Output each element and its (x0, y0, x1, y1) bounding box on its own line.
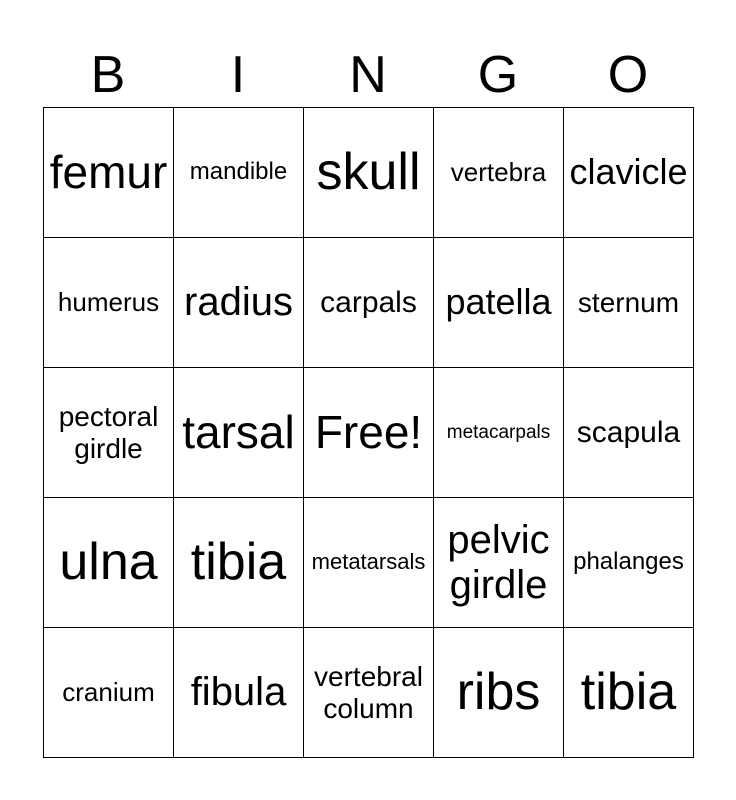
bingo-cell[interactable]: metatarsals (304, 498, 434, 628)
header-letter-i: I (230, 46, 246, 104)
bingo-cell[interactable]: pelvic girdle (434, 498, 564, 628)
bingo-cell[interactable]: cranium (44, 628, 174, 758)
bingo-cell[interactable]: fibula (174, 628, 304, 758)
bingo-cell[interactable]: metacarpals (434, 368, 564, 498)
bingo-cell[interactable]: carpals (304, 238, 434, 368)
bingo-cell[interactable]: skull (304, 108, 434, 238)
bingo-cell[interactable]: scapula (564, 368, 694, 498)
bingo-cell[interactable]: tibia (564, 628, 694, 758)
bingo-board (43, 107, 694, 758)
bingo-header (43, 44, 693, 106)
bingo-cell[interactable]: ulna (44, 498, 174, 628)
header-letter-o: O (607, 46, 649, 104)
bingo-cell[interactable]: phalanges (564, 498, 694, 628)
header-letter-n: N (349, 46, 387, 104)
header-letter-b: B (90, 46, 126, 104)
bingo-cell[interactable]: tibia (174, 498, 304, 628)
bingo-cell[interactable]: pectoral girdle (44, 368, 174, 498)
header-letter-g: G (477, 46, 519, 104)
bingo-cell[interactable]: ribs (434, 628, 564, 758)
bingo-cell[interactable]: vertebra (434, 108, 564, 238)
bingo-cell[interactable]: femur (44, 108, 174, 238)
bingo-cell[interactable]: mandible (174, 108, 304, 238)
bingo-cell[interactable]: tarsal (174, 368, 304, 498)
free-space-cell[interactable]: Free! (304, 368, 434, 498)
bingo-cell[interactable]: patella (434, 238, 564, 368)
bingo-cell[interactable]: radius (174, 238, 304, 368)
bingo-cell[interactable]: clavicle (564, 108, 694, 238)
bingo-cell[interactable]: humerus (44, 238, 174, 368)
bingo-cell[interactable]: sternum (564, 238, 694, 368)
bingo-cell[interactable]: vertebral column (304, 628, 434, 758)
